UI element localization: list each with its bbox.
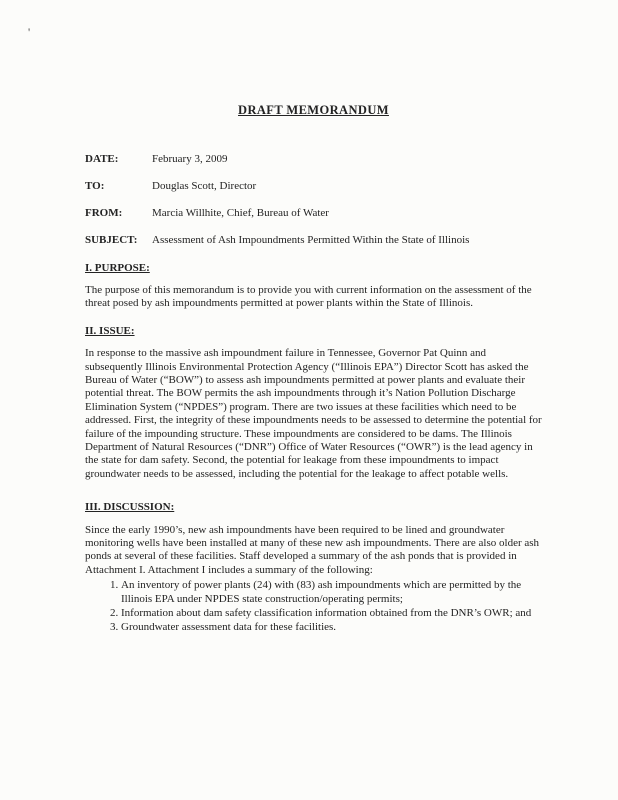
memo-title: DRAFT MEMORANDUM xyxy=(238,103,389,117)
memo-field-date xyxy=(85,153,542,166)
date-value: February 3, 2009 xyxy=(152,153,228,166)
discussion-list xyxy=(99,579,542,635)
memo-field-to xyxy=(85,180,542,193)
section-purpose xyxy=(85,262,542,311)
discussion-item-1: 1. An inventory of power plants (24) with (83) ash impoundments which are permitted by the Illinois EPA under NPDES state construction/operating permits; xyxy=(121,579,542,606)
purpose-heading: I. PURPOSE: xyxy=(85,261,150,274)
date-label: DATE: xyxy=(85,153,119,166)
purpose-paragraph: The purpose of this memorandum is to provide you with current information on the assessment of the threat posed by ash impoundments permitted at power plants within the State of Illinois. xyxy=(85,283,532,310)
section-discussion xyxy=(85,501,542,635)
discussion-item-3: 3. Groundwater assessment data for these facilities. xyxy=(121,621,542,634)
to-label: TO: xyxy=(85,180,105,193)
section-issue xyxy=(85,325,542,481)
discussion-paragraph: Since the early 1990’s, new ash impoundments have been required to be lined and groundwater monitoring wells have been installed at many of these new ash impoundments. There are also older ash ponds at several of these facilities. Staff developed a summary of the ash ponds that is provided in Attachment I. Attachment I includes a summary of the following: xyxy=(85,523,540,576)
scan-artifact-mark: ' xyxy=(28,25,31,39)
memo-field-from xyxy=(85,207,542,220)
memo-field-subject xyxy=(85,234,542,247)
discussion-item-2: 2. Information about dam safety classification information obtained from the DNR’s OWR; and xyxy=(121,607,542,620)
from-value: Marcia Willhite, Chief, Bureau of Water xyxy=(152,207,329,220)
memo-header xyxy=(85,153,542,247)
subject-label: SUBJECT: xyxy=(85,234,138,247)
subject-value: Assessment of Ash Impoundments Permitted Within the State of Illinois xyxy=(152,234,470,247)
issue-heading: II. ISSUE: xyxy=(85,324,135,337)
from-label: FROM: xyxy=(85,207,123,220)
issue-paragraph: In response to the massive ash impoundment failure in Tennessee, Governor Pat Quinn and subsequently Illinois Environmental Protection Agency (“Illinois EPA”) Director Scott has asked the Bureau of Water (“BOW”) to assess ash impoundments permitted at power plants and evaluate their potential threat. The BOW permits the ash impoundments through it’s Nation Pollution Discharge Elimination System (“NPDES”) program. There are two issues at these facilities which need to be addressed. First, the integrity of these impoundments needs to be assessed to determine the potential for failure of the impounding structure. These impoundments are considered to be dams. The Illinois Department of Natural Resources (“DNR”) Office of Water Resources (“OWR”) is the lead agency in the state for dam safety. Second, the potential for leakage from these impoundments to impact groundwater needs to be assessed, including the potential for the leakage to affect potable wells. xyxy=(85,347,542,480)
to-value: Douglas Scott, Director xyxy=(152,180,257,193)
discussion-heading: III. DISCUSSION: xyxy=(85,501,175,514)
